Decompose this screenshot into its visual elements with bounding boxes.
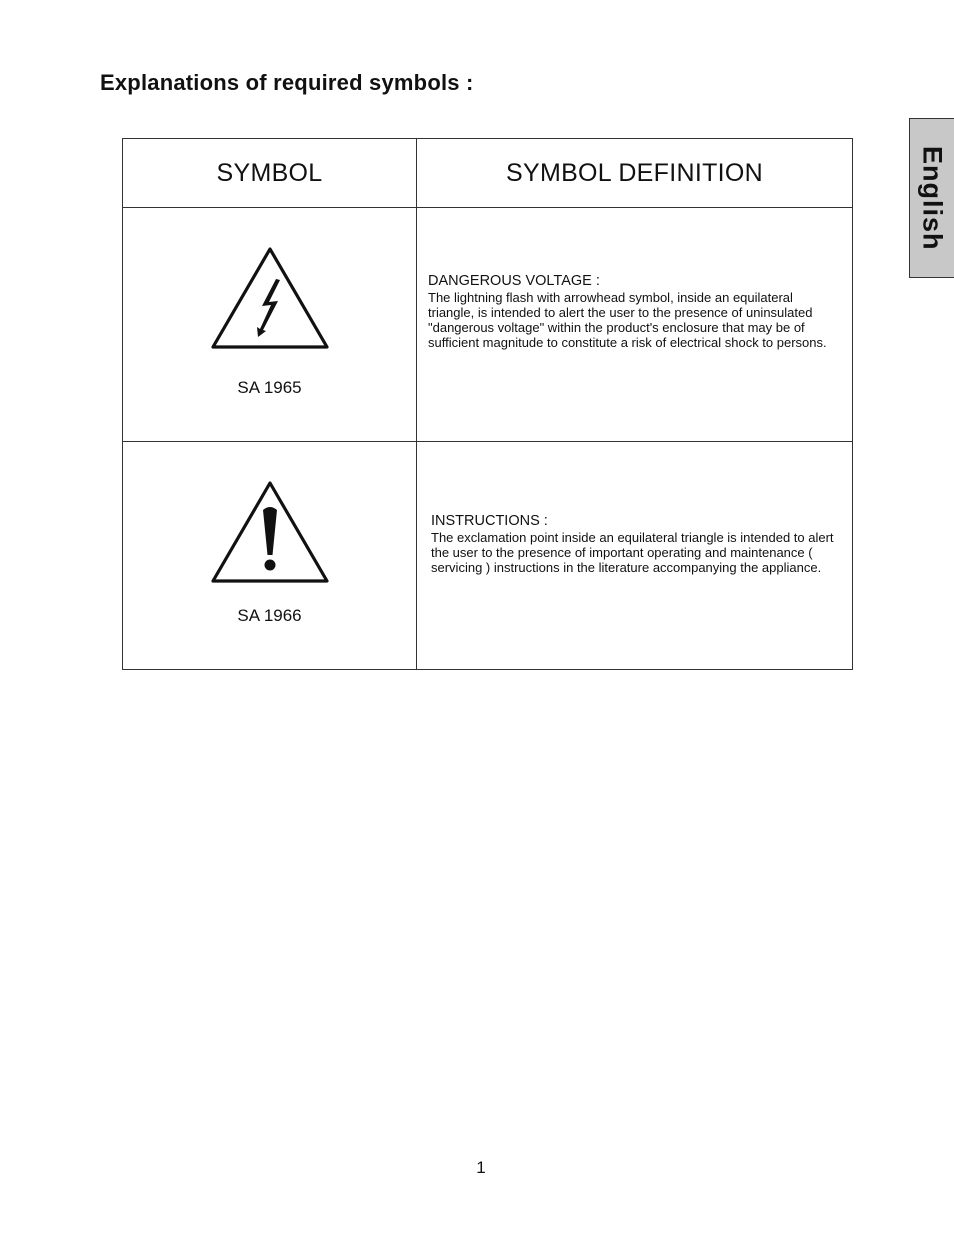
table-row bbox=[123, 442, 853, 670]
table-row bbox=[123, 208, 853, 442]
definition-cell bbox=[417, 442, 853, 670]
symbol-cell bbox=[123, 208, 417, 442]
definition-heading: DANGEROUS VOLTAGE : bbox=[428, 273, 600, 289]
definition-text: The lightning flash with arrowhead symbol, inside an equilateral triangle, is intended to alert the user to the presence of uninsulated "dangerous voltage" within the product's enclosure that may be of sufficient magnitude to constitute a risk of electrical shock to persons. bbox=[428, 290, 827, 350]
definition-block bbox=[428, 273, 842, 350]
definition-text: The exclamation point inside an equilateral triangle is intended to alert the user to the presence of important operating and maintenance ( servicing ) instructions in the literature accompanying the appliance. bbox=[431, 530, 834, 575]
definition-heading: INSTRUCTIONS : bbox=[431, 513, 548, 529]
symbol-code: SA 1966 bbox=[237, 606, 302, 625]
table-header-row bbox=[123, 139, 853, 208]
definition-column-header: SYMBOL DEFINITION bbox=[417, 139, 853, 208]
exclamation-warning-triangle-icon bbox=[208, 477, 332, 587]
symbol-cell bbox=[123, 442, 417, 670]
symbol-column-header: SYMBOL bbox=[123, 139, 417, 208]
definition-cell bbox=[417, 208, 853, 442]
page-number: 1 bbox=[476, 1158, 486, 1177]
language-tab-label: English bbox=[917, 145, 948, 251]
symbol-code: SA 1965 bbox=[237, 378, 302, 397]
symbol-table bbox=[122, 138, 853, 670]
language-tab bbox=[909, 118, 954, 278]
page-title: Explanations of required symbols : bbox=[100, 70, 474, 95]
definition-block bbox=[431, 513, 842, 575]
lightning-warning-triangle-icon bbox=[208, 243, 332, 353]
